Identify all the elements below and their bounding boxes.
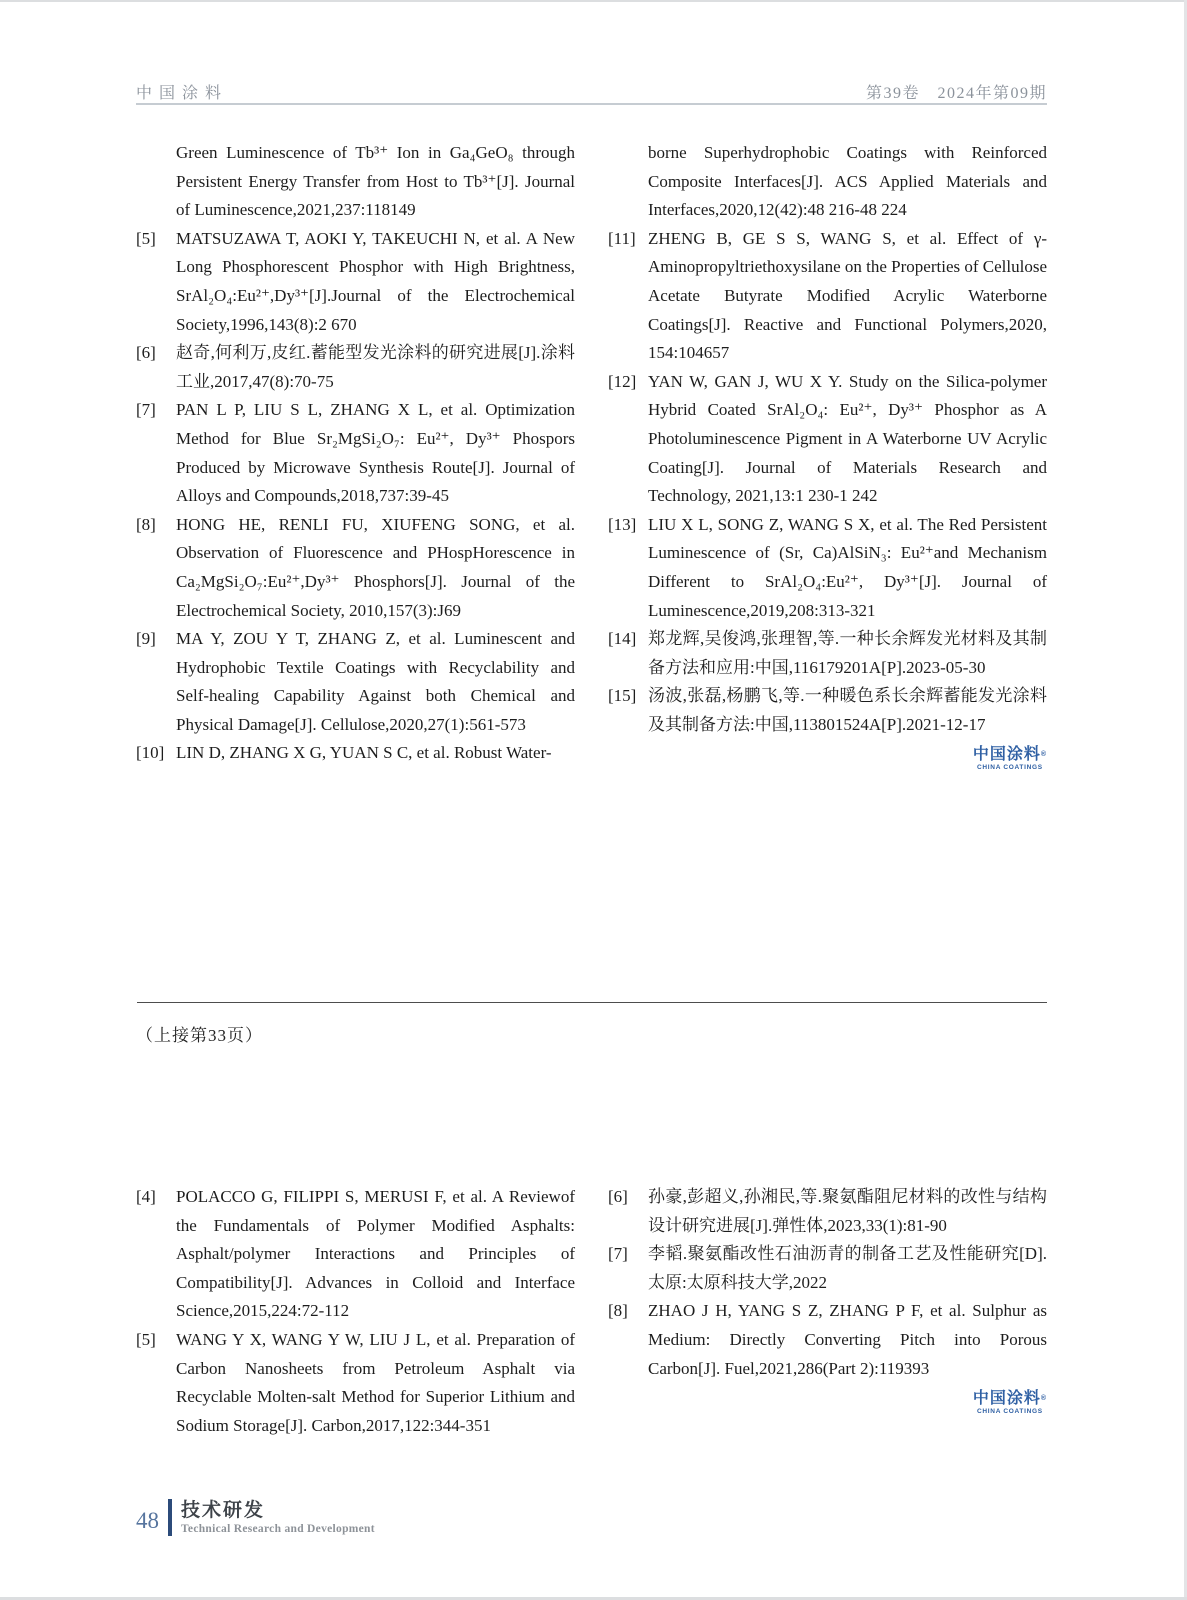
reference-item: [136, 139, 575, 225]
reference-number: [7]: [136, 400, 156, 420]
footer-section-subtitle: Technical Research and Development: [181, 1523, 375, 1535]
references-list: [608, 1183, 1047, 1383]
references-column-left: [136, 139, 575, 771]
reference-item: [136, 1183, 575, 1326]
page-header: [136, 80, 1047, 103]
references-section-top: [136, 139, 1047, 771]
reference-number: [7]: [608, 1244, 628, 1264]
reference-item: [136, 739, 575, 768]
continuation-note: （上接第33页）: [136, 1026, 263, 1045]
reference-number: [13]: [608, 514, 637, 534]
logo-registered-mark: ®: [1040, 751, 1047, 759]
references-column-right: [608, 139, 1047, 771]
reference-item: [608, 225, 1047, 368]
logo-registered-mark: ®: [1040, 1395, 1047, 1403]
reference-text: borne Superhydrophobic Coatings with Reinforced Composite Interfaces[J]. ACS Applied Materials and Interfaces,2020,12(42):48 216-48 224: [648, 143, 1047, 220]
references-column-left: [136, 1183, 575, 1440]
reference-text: 孙豪,彭超义,孙湘民,等.聚氨酯阻尼材料的改性与结构设计研究进展[J].弹性体,2023,33(1):81-90: [648, 1187, 1047, 1235]
reference-text: HONG HE, RENLI FU, XIUFENG SONG, et al. Observation of Fluorescence and PHospHorescence in Ca₂MgSi₂O₇:Eu²⁺,Dy³⁺ Phosphors[J]. Journal of the Electrochemical Society, 2010,157(3):J69: [176, 514, 575, 620]
reference-number: [10]: [136, 743, 165, 763]
reference-item: [608, 1240, 1047, 1297]
logo-text-cn: 中国涂料®: [972, 1390, 1047, 1408]
reference-item: [608, 511, 1047, 625]
footer-divider-bar: [168, 1499, 172, 1536]
section-divider-rule: [137, 1002, 1047, 1003]
header-rule: [136, 103, 1047, 105]
page-number: 48: [136, 1507, 159, 1533]
logo-text-en: CHINA COATINGS: [977, 1408, 1043, 1416]
footer-section-title: 技术研发: [181, 1500, 266, 1521]
reference-number: [14]: [608, 629, 637, 649]
reference-text: 郑龙辉,吴俊鸿,张理智,等.一种长余辉发光材料及其制备方法和应用:中国,116179201A[P].2023-05-30: [648, 629, 1047, 677]
reference-number: [5]: [136, 1329, 156, 1349]
reference-number: [15]: [608, 686, 637, 706]
reference-number: [5]: [136, 228, 156, 248]
reference-item: [136, 225, 575, 339]
china-coatings-logo: [973, 1390, 1047, 1415]
reference-text: ZHENG B, GE S S, WANG S, et al. Effect of γ-Aminopropyltriethoxysilane on the Properties of Cellulose Acetate Butyrate Modified Acrylic Waterborne Coatings[J]. Reactive and Functional Polymers,2020, 154:104657: [648, 228, 1047, 363]
reference-item: [136, 339, 575, 396]
reference-number: [6]: [608, 1187, 628, 1206]
reference-text: YAN W, GAN J, WU X Y. Study on the Silica-polymer Hybrid Coated SrAl₂O₄: Eu²⁺, Dy³⁺ Phosphor as A Photoluminescence Pigment in A Waterborne UV Acrylic Coating[J]. Journal of Materials Research and Technology, 2021,13:1 230-1 242: [648, 371, 1047, 506]
reference-item: [608, 1297, 1047, 1383]
reference-text: LIN D, ZHANG X G, YUAN S C, et al. Robust Water-: [176, 743, 552, 763]
reference-text: 汤波,张磊,杨鹏飞,等.一种暖色系长余辉蓄能发光涂料及其制备方法:中国,113801524A[P].2021-12-17: [648, 686, 1047, 734]
page-footer: [136, 1499, 375, 1536]
scan-edge-top: [0, 0, 1187, 2]
china-coatings-logo: [973, 746, 1047, 771]
references-column-right: [608, 1183, 1047, 1440]
reference-number: [8]: [608, 1301, 628, 1321]
reference-text: LIU X L, SONG Z, WANG S X, et al. The Red Persistent Luminescence of (Sr, Ca)AlSiN₃: Eu²⁺and Mechanism Different to SrAl₂O₄:Eu²⁺, Dy³⁺[J]. Journal of Luminescence,2019,208:313-321: [648, 514, 1047, 620]
reference-item: [136, 396, 575, 510]
reference-text: MA Y, ZOU Y T, ZHANG Z, et al. Luminescent and Hydrophobic Textile Coatings with Recyclability and Self-healing Capability Against both Chemical and Physical Damage[J]. Cellulose,2020,27(1):561-573: [176, 629, 575, 734]
reference-item: [608, 368, 1047, 511]
reference-item: [608, 625, 1047, 682]
reference-number: [6]: [136, 343, 156, 363]
reference-item: [608, 682, 1047, 739]
references-list: [608, 139, 1047, 739]
references-section-bottom: [136, 1183, 1047, 1440]
logo-text-cn: 中国涂料®: [972, 746, 1047, 764]
reference-text: PAN L P, LIU S L, ZHANG X L, et al. Optimization Method for Blue Sr₂MgSi₂O₇: Eu²⁺, Dy³⁺ Phospors Produced by Microwave Synthesis Route[J]. Journal of Alloys and Compounds,2018,737:39-45: [176, 400, 575, 506]
reference-text: 赵奇,何利万,皮红.蓄能型发光涂料的研究进展[J].涂料工业,2017,47(8):70-75: [176, 343, 575, 391]
reference-number: [9]: [136, 629, 156, 649]
footer-section: [181, 1500, 375, 1535]
reference-item: [608, 1183, 1047, 1240]
reference-text: MATSUZAWA T, AOKI Y, TAKEUCHI N, et al. A New Long Phosphorescent Phosphor with High Brightness, SrAl₂O₄:Eu²⁺,Dy³⁺[J].Journal of the Electrochemical Society,1996,143(8):2 670: [176, 228, 575, 334]
issue-info: 第39卷 2024年第09期: [865, 85, 1047, 102]
logo-text-en: CHINA COATINGS: [977, 764, 1043, 772]
reference-item: [136, 1326, 575, 1440]
reference-text: 李韬.聚氨酯改性石油沥青的制备工艺及性能研究[D].太原:太原科技大学,2022: [648, 1244, 1047, 1292]
journal-name: 中国涂料: [136, 85, 229, 102]
reference-number: [12]: [608, 371, 637, 391]
reference-text: ZHAO J H, YANG S Z, ZHANG P F, et al. Sulphur as Medium: Directly Converting Pitch into Porous Carbon[J]. Fuel,2021,286(Part 2):119393: [648, 1301, 1047, 1378]
reference-item: [136, 511, 575, 625]
reference-item: [136, 625, 575, 739]
reference-text: WANG Y X, WANG Y W, LIU J L, et al. Preparation of Carbon Nanosheets from Petroleum Asphalt via Recyclable Molten-salt Method for Superior Lithium and Sodium Storage[J]. Carbon,2017,122:344-351: [176, 1329, 575, 1435]
reference-item: [608, 139, 1047, 225]
reference-text: Green Luminescence of Tb³⁺ Ion in Ga₄GeO₈ through Persistent Energy Transfer from Host to Tb³⁺[J]. Journal of Luminescence,2021,237:118149: [176, 143, 575, 220]
reference-number: [8]: [136, 514, 156, 534]
reference-number: [11]: [608, 228, 636, 248]
reference-number: [4]: [136, 1187, 156, 1206]
reference-text: POLACCO G, FILIPPI S, MERUSI F, et al. A Reviewof the Fundamentals of Polymer Modified Asphalts: Asphalt/polymer Interactions and Principles of Compatibility[J]. Advances in Colloid and Interface Science,2015,224:72-112: [176, 1187, 575, 1321]
